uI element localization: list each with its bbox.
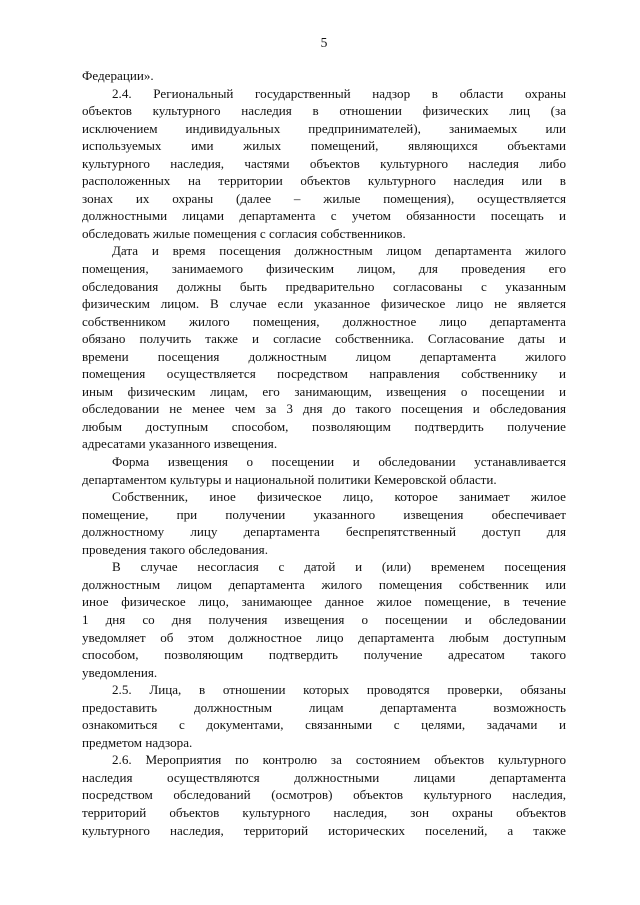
text-line: культурного наследия, территорий исторических поселений, а также (82, 822, 566, 838)
text-line: любым доступным способом, позволяющим подтвердить получение (82, 418, 566, 434)
text-line: обязано получить также и согласие собственника. Согласование даты и (82, 331, 566, 347)
text-line: используемых ими жилых помещений, являющихся объектами (82, 138, 566, 154)
document-page (82, 34, 566, 839)
text-line: ознакомиться с документами, связанными с целями, задачами и (82, 717, 566, 733)
text-line: иным физическим лицам, его занимающим, извещения о посещении и (82, 383, 566, 399)
text-line: уведомляет об этом должностное лицо департамента любым доступным (82, 629, 566, 645)
text-line: Федерации». (82, 68, 154, 83)
text-line: проведения такого обследования. (82, 541, 268, 557)
text-line: зонах их охраны (далее – жилые помещения), осуществляется (82, 190, 566, 206)
text-line: объектов культурного наследия в отношении физических лиц (за (82, 103, 566, 119)
text-line: Собственник, иное физическое лицо, которое занимает жилое (112, 489, 566, 505)
text-line: расположенных на территории объектов культурного наследия или в (82, 173, 566, 189)
text-line: времени посещения должностным лицом департамента жилого (82, 348, 566, 364)
text-line: 1 дня со дня получения извещения о посещении и обследовании (82, 611, 566, 627)
text-line: В случае несогласия с датой и (или) временем посещения (112, 559, 566, 575)
text-line: уведомления. (82, 664, 158, 680)
text-line: физическим лицом. В случае если указанное физическое лицо не является (82, 296, 566, 312)
text-line: адресатами указанного извещения. (82, 436, 278, 452)
text-line: территорий объектов культурного наследия, зон охраны объектов (82, 804, 566, 820)
text-line: обследования должны быть предварительно согласованы с указанным (82, 278, 566, 294)
document-body-text (82, 67, 566, 839)
text-line: культурного наследия, частями объектов культурного наследия либо (82, 155, 566, 171)
text-line: исключением индивидуальных предпринимателей), занимаемых или (82, 120, 566, 136)
text-line: собственником жилого помещения, должностное лицо департамента (82, 313, 566, 329)
text-line: должностному лицу департамента беспрепятственный доступ для (82, 524, 566, 540)
text-line: должностными лицами департамента с учетом обязанности посещать и (82, 208, 566, 224)
text-line: помещения осуществляется посредством направления собственнику и (82, 366, 566, 382)
text-line: должностным лицом департамента жилого помещения собственник или (82, 576, 566, 592)
page-number: 5 (320, 35, 328, 50)
text-line: 2.4. Региональный государственный надзор в области охраны (112, 85, 566, 101)
text-line: 2.5. Лица, в отношении которых проводятся проверки, обязаны (112, 682, 566, 698)
text-line: помещение, при получении указанного извещения обеспечивает (82, 506, 566, 522)
text-line: обследовать жилые помещения с согласия собственников. (82, 225, 406, 241)
text-line: Дата и время посещения должностным лицом департамента жилого (112, 243, 566, 259)
text-line: предметом надзора. (82, 734, 193, 750)
text-line: помещения, занимаемого физическим лицом, для проведения его (82, 261, 566, 277)
text-line: иное физическое лицо, занимающее данное жилое помещение, в течение (82, 594, 566, 610)
text-line: 2.6. Мероприятия по контролю за состоянием объектов культурного (112, 752, 566, 768)
text-line: обследовании не менее чем за 3 дня до такого посещения и обследования (82, 401, 566, 417)
text-line: наследия осуществляются должностными лицами департамента (82, 769, 566, 785)
text-line: предоставить должностным лицам департамента возможность (82, 699, 566, 715)
text-line: департаментом культуры и национальной политики Кемеровской области. (82, 471, 497, 487)
text-line: Форма извещения о посещении и обследовании устанавливается (112, 454, 566, 470)
text-line: посредством обследований (осмотров) объектов культурного наследия, (82, 787, 566, 803)
text-line: способом, позволяющим подтвердить получение адресатом такого (82, 647, 566, 663)
